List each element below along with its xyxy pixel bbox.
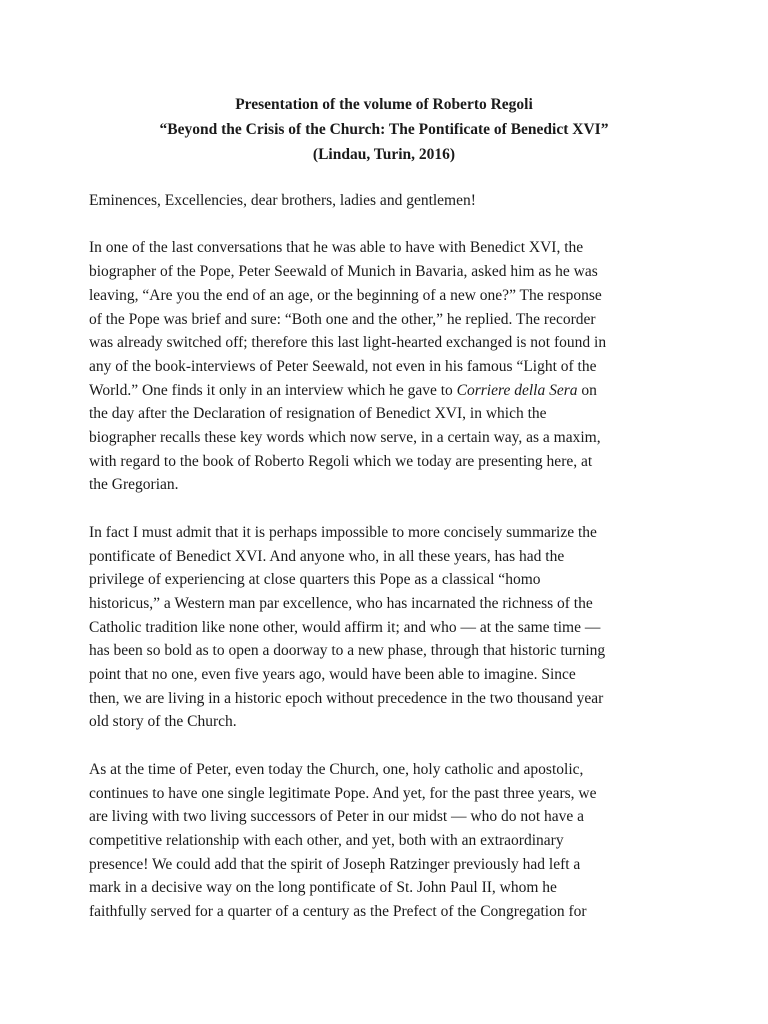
paragraph-1 xyxy=(89,236,689,497)
greeting-line: Eminences, Excellencies, dear brothers, ladies and gentlemen! xyxy=(89,192,476,209)
newspaper-title: Corriere della Sera xyxy=(456,381,578,399)
paragraph-line: are living with two living successors of Peter in our midst — who do not have a xyxy=(89,808,585,826)
paragraph-text-segment: World.” One finds it only in an interview which he gave to xyxy=(89,381,457,399)
paragraph-2 xyxy=(89,521,689,734)
paragraph-line: any of the book-interviews of Peter Seewald, not even in his famous “Light of the xyxy=(89,357,597,375)
paragraph-line: old story of the Church. xyxy=(89,713,237,731)
paragraph-line: the day after the Declaration of resignation of Benedict XVI, in which the xyxy=(89,405,547,423)
paragraph-line: As at the time of Peter, even today the Church, one, holy catholic and apostolic, xyxy=(89,760,584,778)
paragraph-line: was already switched off; therefore this last light-hearted exchanged is not found in xyxy=(89,334,607,352)
paragraph-3 xyxy=(89,758,689,924)
paragraph-line: competitive relationship with each other, and yet, both with an extraordinary xyxy=(89,831,564,849)
paragraph-line: mark in a decisive way on the long pontificate of St. John Paul II, whom he xyxy=(89,879,557,897)
paragraph-text-segment: on xyxy=(577,381,597,399)
paragraph-line: biographer of the Pope, Peter Seewald of Munich in Bavaria, asked him as he was xyxy=(89,263,598,281)
paragraph-line: the Gregorian. xyxy=(89,476,179,494)
greeting-paragraph xyxy=(89,189,689,213)
paragraph-line xyxy=(89,379,689,403)
paragraph-line: point that no one, even five years ago, would have been able to imagine. Since xyxy=(89,666,576,684)
title-line-1: Presentation of the volume of Roberto Regoli xyxy=(235,96,533,113)
paragraph-line: then, we are living in a historic epoch without precedence in the two thousand year xyxy=(89,689,604,707)
paragraph-line: In fact I must admit that it is perhaps impossible to more concisely summarize the xyxy=(89,523,597,541)
document-title xyxy=(0,92,768,167)
document-body xyxy=(89,189,689,947)
paragraph-line: In one of the last conversations that he was able to have with Benedict XVI, the xyxy=(89,239,584,257)
paragraph-line: with regard to the book of Roberto Regoli which we today are presenting here, at xyxy=(89,452,593,470)
paragraph-line: leaving, “Are you the end of an age, or the beginning of a new one?” The response xyxy=(89,286,602,304)
paragraph-line: presence! We could add that the spirit of Joseph Ratzinger previously had left a xyxy=(89,855,581,873)
title-line-2: “Beyond the Crisis of the Church: The Pontificate of Benedict XVI” xyxy=(159,121,609,138)
paragraph-line: faithfully served for a quarter of a century as the Prefect of the Congregation for xyxy=(89,903,587,921)
paragraph-line: privilege of experiencing at close quarters this Pope as a classical “homo xyxy=(89,571,541,589)
title-line-3: (Lindau, Turin, 2016) xyxy=(312,146,456,163)
paragraph-line: of the Pope was brief and sure: “Both one and the other,” he replied. The recorder xyxy=(89,310,596,328)
paragraph-line: biographer recalls these key words which now serve, in a certain way, as a maxim, xyxy=(89,429,601,447)
paragraph-line: has been so bold as to open a doorway to a new phase, through that historic turning xyxy=(89,642,606,660)
paragraph-line: Catholic tradition like none other, would affirm it; and who — at the same time — xyxy=(89,618,601,636)
paragraph-line: pontificate of Benedict XVI. And anyone who, in all these years, has had the xyxy=(89,547,565,565)
paragraph-line: historicus,” a Western man par excellence, who has incarnated the richness of the xyxy=(89,594,593,612)
paragraph-line: continues to have one single legitimate Pope. And yet, for the past three years, we xyxy=(89,784,597,802)
